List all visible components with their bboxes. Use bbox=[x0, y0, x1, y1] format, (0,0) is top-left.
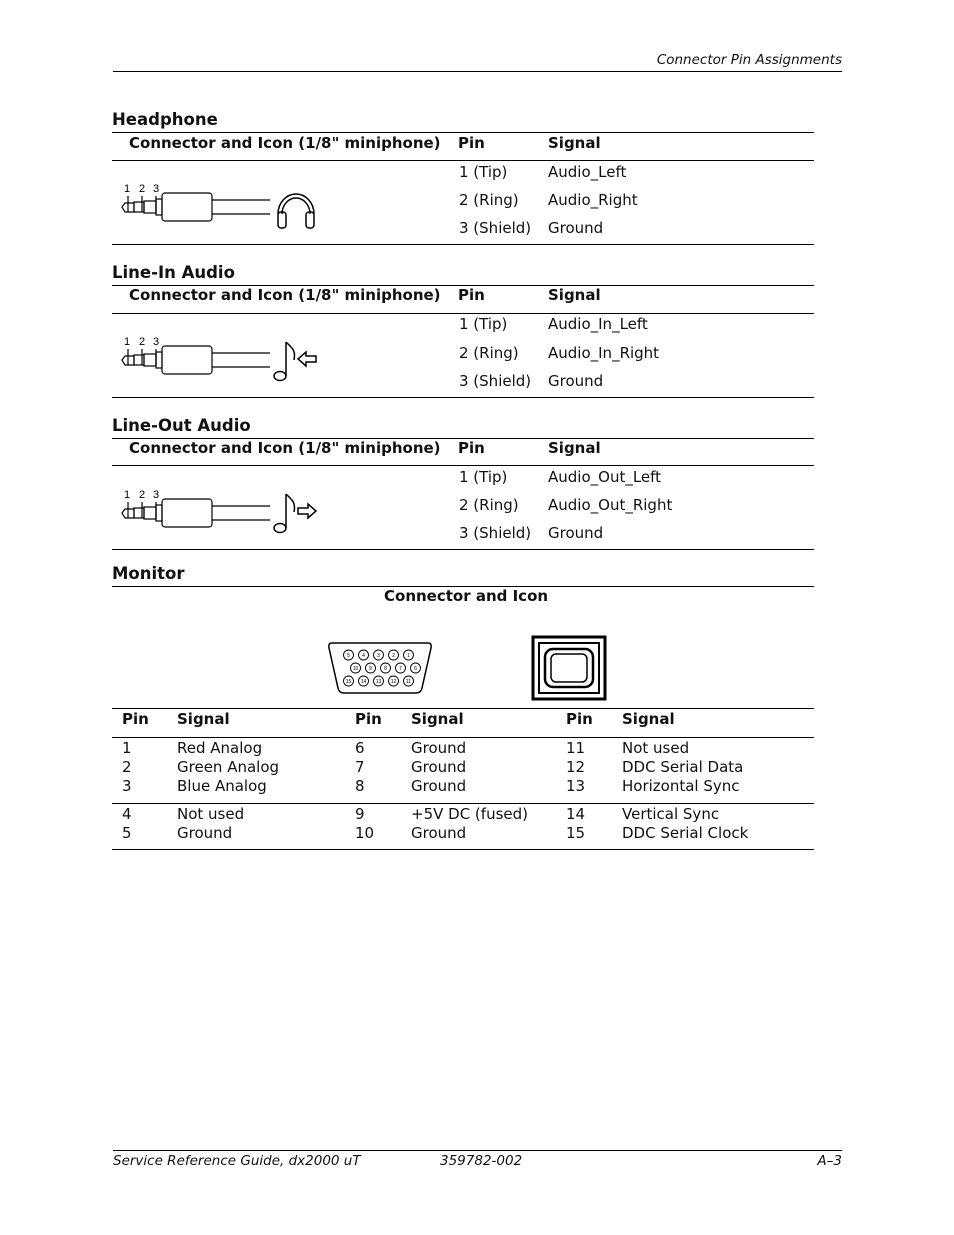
vga-pin-label: 3 bbox=[377, 653, 380, 659]
header-rule bbox=[113, 71, 842, 72]
signal-cell: Red Analog bbox=[177, 739, 263, 757]
footer-part-number: 359782-002 bbox=[440, 1153, 523, 1169]
pin-cell: 12 bbox=[566, 758, 586, 776]
signal-cell: Audio_In_Right bbox=[548, 344, 660, 362]
jack-number: 3 bbox=[153, 183, 160, 195]
jack-number: 2 bbox=[139, 183, 146, 195]
pin-cell: 14 bbox=[566, 805, 586, 823]
signal-cell: Not used bbox=[177, 805, 245, 823]
pin-cell: 1 bbox=[122, 739, 132, 757]
signal-cell: Ground bbox=[548, 524, 604, 542]
pin-cell: 7 bbox=[355, 758, 365, 776]
vga-pin-label: 9 bbox=[369, 666, 372, 672]
pin-cell: 3 bbox=[122, 777, 132, 795]
running-header: Connector Pin Assignments bbox=[656, 52, 842, 68]
pin-cell: 13 bbox=[566, 777, 586, 795]
signal-cell: Ground bbox=[548, 219, 604, 237]
headphone-icon bbox=[272, 184, 320, 232]
signal-cell: Horizontal Sync bbox=[622, 777, 740, 795]
pin-cell: 2 (Ring) bbox=[459, 191, 519, 209]
audio-in-icon bbox=[270, 338, 322, 384]
signal-cell: Ground bbox=[548, 372, 604, 390]
pin-cell: 1 (Tip) bbox=[459, 315, 508, 333]
vga-pin-label: 12 bbox=[390, 679, 397, 685]
jack-number: 1 bbox=[124, 489, 131, 501]
signal-cell: Audio_Right bbox=[548, 191, 638, 209]
signal-cell: DDC Serial Clock bbox=[622, 824, 749, 842]
pin-cell: 8 bbox=[355, 777, 365, 795]
footer-guide-title: Service Reference Guide, dx2000 uT bbox=[113, 1153, 361, 1169]
signal-cell: Ground bbox=[177, 824, 233, 842]
col-pin: Pin bbox=[458, 286, 485, 304]
signal-cell: Not used bbox=[622, 739, 690, 757]
col-signal: Signal bbox=[548, 134, 601, 152]
signal-cell: Audio_Left bbox=[548, 163, 627, 181]
section-title-monitor: Monitor bbox=[112, 564, 185, 583]
signal-cell: Audio_Out_Left bbox=[548, 468, 662, 486]
signal-cell: Ground bbox=[411, 824, 467, 842]
col-pin: Pin bbox=[122, 710, 149, 728]
pin-cell: 3 (Shield) bbox=[459, 372, 532, 390]
signal-cell: DDC Serial Data bbox=[622, 758, 744, 776]
col-connector: Connector and Icon (1/8" miniphone) bbox=[129, 134, 441, 152]
pin-cell: 2 (Ring) bbox=[459, 344, 519, 362]
jack-number: 1 bbox=[124, 336, 131, 348]
col-pin: Pin bbox=[355, 710, 382, 728]
connector-heading: Connector and Icon bbox=[384, 587, 549, 605]
signal-cell: Ground bbox=[411, 739, 467, 757]
col-pin: Pin bbox=[566, 710, 593, 728]
section-title-headphone: Headphone bbox=[112, 110, 218, 129]
pin-cell: 1 (Tip) bbox=[459, 468, 508, 486]
audio-out-icon bbox=[270, 490, 322, 536]
footer-rule bbox=[113, 1150, 842, 1151]
vga-pin-label: 7 bbox=[399, 666, 402, 672]
signal-cell: Vertical Sync bbox=[622, 805, 720, 823]
vga-pin-label: 14 bbox=[360, 679, 367, 685]
col-signal: Signal bbox=[548, 286, 601, 304]
section-title-line-out: Line-Out Audio bbox=[112, 416, 251, 435]
pin-cell: 4 bbox=[122, 805, 132, 823]
pin-cell: 10 bbox=[355, 824, 375, 842]
col-signal: Signal bbox=[622, 710, 675, 728]
vga-pin-label: 2 bbox=[392, 653, 395, 659]
jack-number: 2 bbox=[139, 489, 146, 501]
vga-pin-label: 10 bbox=[352, 666, 359, 672]
col-signal: Signal bbox=[177, 710, 230, 728]
col-signal: Signal bbox=[411, 710, 464, 728]
signal-cell: Audio_Out_Right bbox=[548, 496, 673, 514]
pin-cell: 1 (Tip) bbox=[459, 163, 508, 181]
pin-cell: 6 bbox=[355, 739, 365, 757]
vga-pin-label: 6 bbox=[414, 666, 417, 672]
col-pin: Pin bbox=[458, 134, 485, 152]
pin-cell: 5 bbox=[122, 824, 132, 842]
jack-number: 3 bbox=[153, 336, 160, 348]
signal-cell: Ground bbox=[411, 777, 467, 795]
pin-cell: 2 bbox=[122, 758, 132, 776]
signal-cell: Blue Analog bbox=[177, 777, 267, 795]
pin-cell: 2 (Ring) bbox=[459, 496, 519, 514]
col-signal: Signal bbox=[548, 439, 601, 457]
pin-cell: 3 (Shield) bbox=[459, 219, 532, 237]
pin-cell: 15 bbox=[566, 824, 586, 842]
section-title-line-in: Line-In Audio bbox=[112, 263, 235, 282]
vga-pin-label: 15 bbox=[345, 679, 352, 685]
jack-number: 2 bbox=[139, 336, 146, 348]
pin-cell: 3 (Shield) bbox=[459, 524, 532, 542]
pin-cell: 9 bbox=[355, 805, 365, 823]
vga-pin-label: 8 bbox=[384, 666, 387, 672]
col-connector: Connector and Icon (1/8" miniphone) bbox=[129, 439, 441, 457]
vga-pin-label: 1 bbox=[407, 653, 410, 659]
jack-number: 3 bbox=[153, 489, 160, 501]
footer-page-number: A–3 bbox=[817, 1153, 842, 1169]
vga-pin-label: 5 bbox=[347, 653, 350, 659]
vga-pin-label: 4 bbox=[362, 653, 365, 659]
pin-cell: 11 bbox=[566, 739, 586, 757]
vga-pin-label: 11 bbox=[405, 679, 412, 685]
vga-pin-label: 13 bbox=[375, 679, 382, 685]
col-connector: Connector and Icon (1/8" miniphone) bbox=[129, 286, 441, 304]
signal-cell: Ground bbox=[411, 758, 467, 776]
vga-connector-drawing bbox=[326, 640, 434, 696]
col-pin: Pin bbox=[458, 439, 485, 457]
signal-cell: Green Analog bbox=[177, 758, 280, 776]
signal-cell: +5V DC (fused) bbox=[411, 805, 528, 823]
signal-cell: Audio_In_Left bbox=[548, 315, 648, 333]
monitor-icon bbox=[531, 635, 607, 701]
jack-number: 1 bbox=[124, 183, 131, 195]
